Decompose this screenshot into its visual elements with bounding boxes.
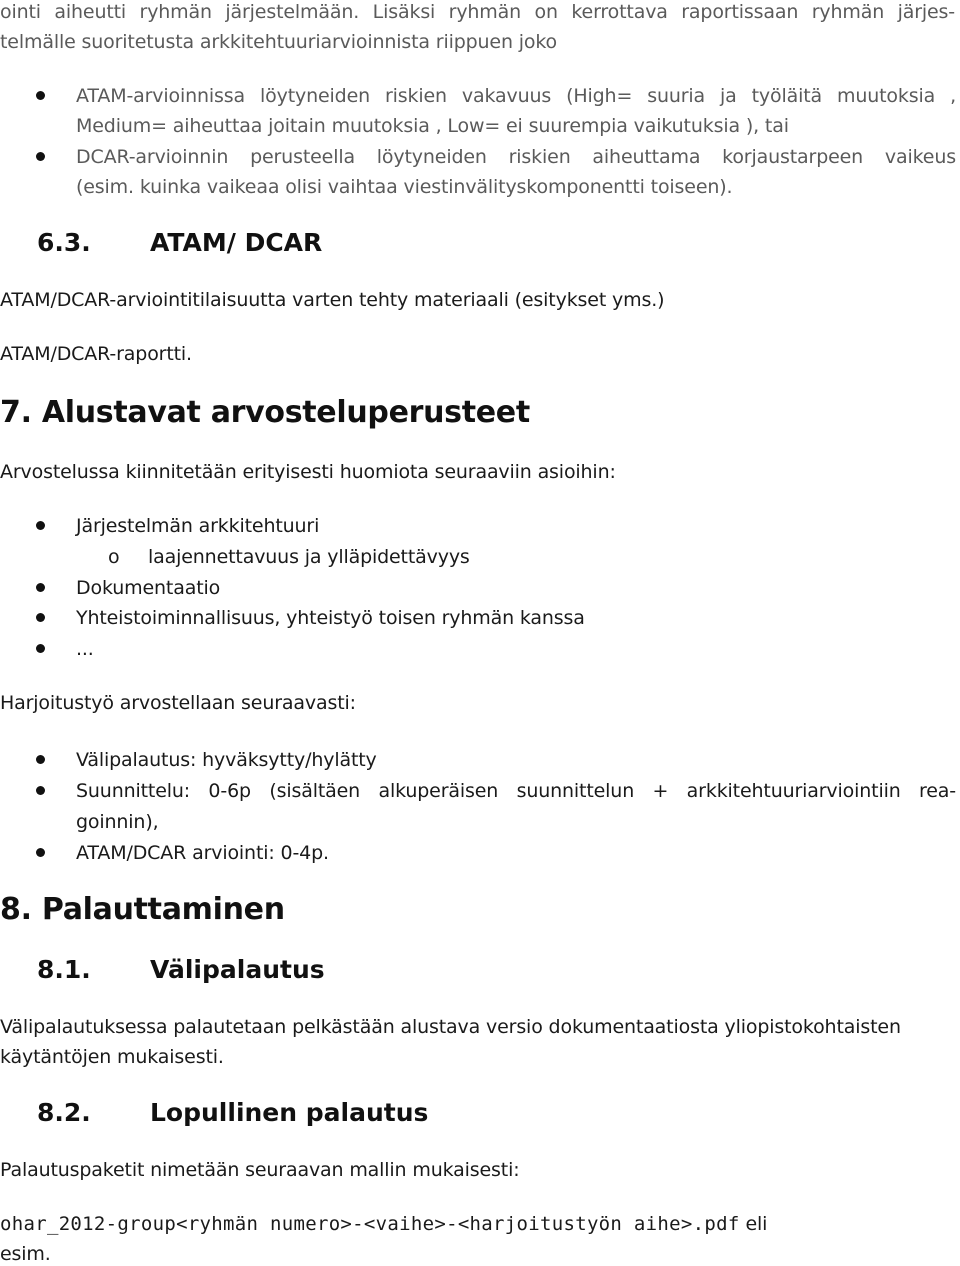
section-8-1-title: Välipalautus <box>150 955 325 984</box>
bullet-icon <box>36 613 45 622</box>
section-6-3-title: ATAM/ DCAR <box>150 228 323 257</box>
bullet-icon <box>36 848 45 857</box>
bullet-icon <box>36 644 45 653</box>
bullet-icon <box>36 786 45 795</box>
criteria-item: Yhteistoiminnallisuus, yhteistyö toisen ryhmän kanssa <box>76 607 585 629</box>
risk-item-1-line-1: ATAM-arvioinnissa löytyneiden riskien vakavuus (High= suuria ja työläitä muutoksia , <box>76 85 956 107</box>
grading-item: Välipalautus: hyväksytty/hylätty <box>76 749 377 771</box>
criteria-item: ... <box>76 638 94 660</box>
grading-item-line-1: Suunnittelu: 0-6p (sisältäen alkuperäisen suunnittelun + arkkitehtuuriarviointiin rea- <box>76 780 956 802</box>
criteria-item: Dokumentaatio <box>76 577 221 599</box>
section-8-1-line-2: käytäntöjen mukaisesti. <box>0 1046 224 1068</box>
grading-item-line-2: goinnin), <box>76 811 159 833</box>
section-8-1-number: 8.1. <box>37 955 91 984</box>
intro-line-1: ointi aiheutti ryhmän järjestelmään. Lisäksi ryhmän on kerrottava raportissaan ryhmän järjes- <box>0 1 955 23</box>
criteria-item: Järjestelmän arkkitehtuuri <box>76 515 320 537</box>
grading-lead: Harjoitustyö arvostellaan seuraavasti: <box>0 692 356 714</box>
sub-bullet-marker: o <box>108 546 120 568</box>
risk-item-2-line-1: DCAR-arvioinnin perusteella löytyneiden riskien aiheuttama korjaustarpeen vaikeus <box>76 146 956 168</box>
filename-pattern: ohar_2012-group<ryhmän numero>-<vaihe>-<harjoitustyön aihe>.pdf <box>0 1213 740 1235</box>
risk-item-2-line-2: (esim. kuinka vaikeaa olisi vaihtaa viestinvälityskomponentti toiseen). <box>76 176 733 198</box>
grading-item: ATAM/DCAR arviointi: 0-4p. <box>76 842 329 864</box>
intro-line-2: telmälle suoritetusta arkkitehtuuriarvioinnista riippuen joko <box>0 31 558 53</box>
bullet-icon <box>36 91 45 100</box>
section-8-2-title: Lopullinen palautus <box>150 1098 429 1127</box>
filename-pattern-line <box>0 1212 767 1236</box>
risk-item-1-line-2: Medium= aiheuttaa joitain muutoksia , Low= ei suurempia vaikutuksia ), tai <box>76 115 789 137</box>
section-8-2-number: 8.2. <box>37 1098 91 1127</box>
criteria-subitem: laajennettavuus ja ylläpidettävyys <box>148 546 470 568</box>
bullet-icon <box>36 152 45 161</box>
section-7-lead: Arvostelussa kiinnitetään erityisesti huomiota seuraaviin asioihin: <box>0 461 616 483</box>
section-8-heading: 8. Palauttaminen <box>0 892 285 927</box>
bullet-icon <box>36 755 45 764</box>
section-8-2-lead: Palautuspaketit nimetään seuraavan mallin mukaisesti: <box>0 1159 520 1181</box>
section-7-heading: 7. Alustavat arvosteluperusteet <box>0 395 530 430</box>
section-6-3-number: 6.3. <box>37 228 91 257</box>
section-6-3-paragraph-2: ATAM/DCAR-raportti. <box>0 343 192 365</box>
section-6-3-paragraph-1: ATAM/DCAR-arviointitilaisuutta varten tehty materiaali (esitykset yms.) <box>0 289 665 311</box>
pattern-suffix: eli <box>745 1213 768 1235</box>
pattern-example-label: esim. <box>0 1243 51 1265</box>
bullet-icon <box>36 583 45 592</box>
bullet-icon <box>36 521 45 530</box>
section-8-1-line-1: Välipalautuksessa palautetaan pelkästään alustava versio dokumentaatiosta yliopistokohtaisten <box>0 1016 901 1038</box>
